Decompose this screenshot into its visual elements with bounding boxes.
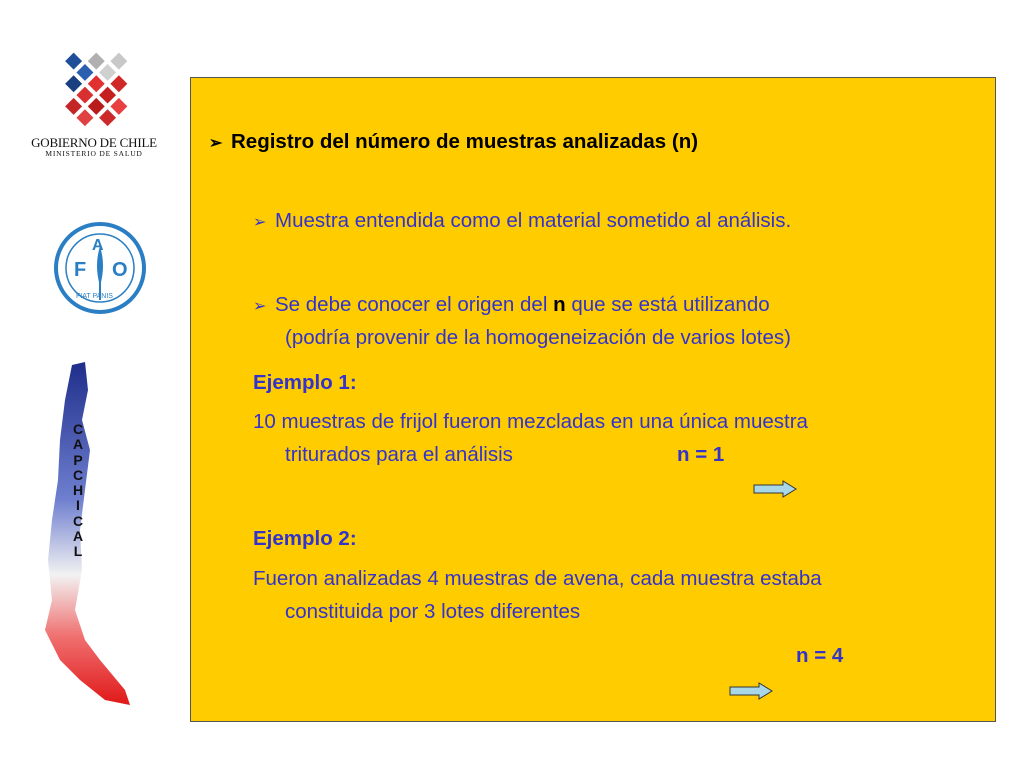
sub-bullet-2-line2: (podría provenir de la homogeneización de varios lotes) <box>285 326 791 349</box>
arrow-bullet-icon: ➢ <box>253 298 267 315</box>
fao-motto: FIAT PANIS <box>76 293 113 300</box>
vertical-letter: A <box>72 436 84 453</box>
example-1-title: Ejemplo 1: <box>253 371 357 394</box>
example-1-result: n = 1 <box>677 443 725 466</box>
example-1-line2: triturados para el análisis <box>285 443 513 466</box>
vertical-letter: H <box>72 482 84 499</box>
fao-logo <box>52 220 148 316</box>
vertical-letter: A <box>72 528 84 545</box>
example-2-line1: Fueron analizadas 4 muestras de avena, cada muestra estaba <box>253 567 822 590</box>
sidebar <box>0 0 185 768</box>
sub-bullet-2-text-b: que se está utilizando <box>565 293 770 316</box>
vertical-letter: P <box>73 451 83 468</box>
fao-letter-a: A <box>92 237 104 254</box>
vertical-letter: I <box>76 497 80 514</box>
vertical-letter: C <box>72 466 84 483</box>
capchical-letters <box>68 422 88 560</box>
sub-bullet-2-text-a: Se debe conocer el origen del <box>275 293 554 316</box>
arrow-bullet-icon: ➢ <box>253 214 267 231</box>
right-arrow-icon <box>729 682 773 700</box>
example-2-title: Ejemplo 2: <box>253 527 357 550</box>
sub-bullet-2 <box>253 290 770 322</box>
fao-letter-f: F <box>74 259 87 281</box>
arrow-bullet-icon: ➢ <box>209 135 223 152</box>
example-1-line1: 10 muestras de frijol fueron mezcladas en una única muestra <box>253 410 808 433</box>
example-2-result: n = 4 <box>796 644 844 667</box>
main-bullet <box>209 127 698 159</box>
vertical-letter: L <box>73 543 83 560</box>
vertical-letter: C <box>72 512 84 529</box>
sub-bullet-1 <box>253 206 791 238</box>
right-arrow-icon <box>753 480 797 498</box>
main-bullet-text: Registro del número de muestras analizadas (n) <box>231 130 699 153</box>
content-panel <box>190 77 996 722</box>
gob-title: GOBIERNO DE CHILE <box>31 135 157 150</box>
sub-bullet-1-text: Muestra entendida como el material sometido al análisis. <box>275 209 792 232</box>
gob-subtitle: MINISTERIO DE SALUD <box>45 149 143 158</box>
example-2-line2: constituida por 3 lotes diferentes <box>285 600 581 623</box>
sub-bullet-2-n: n <box>553 293 566 316</box>
fao-letter-o: O <box>112 259 128 281</box>
vertical-letter: C <box>72 421 84 437</box>
